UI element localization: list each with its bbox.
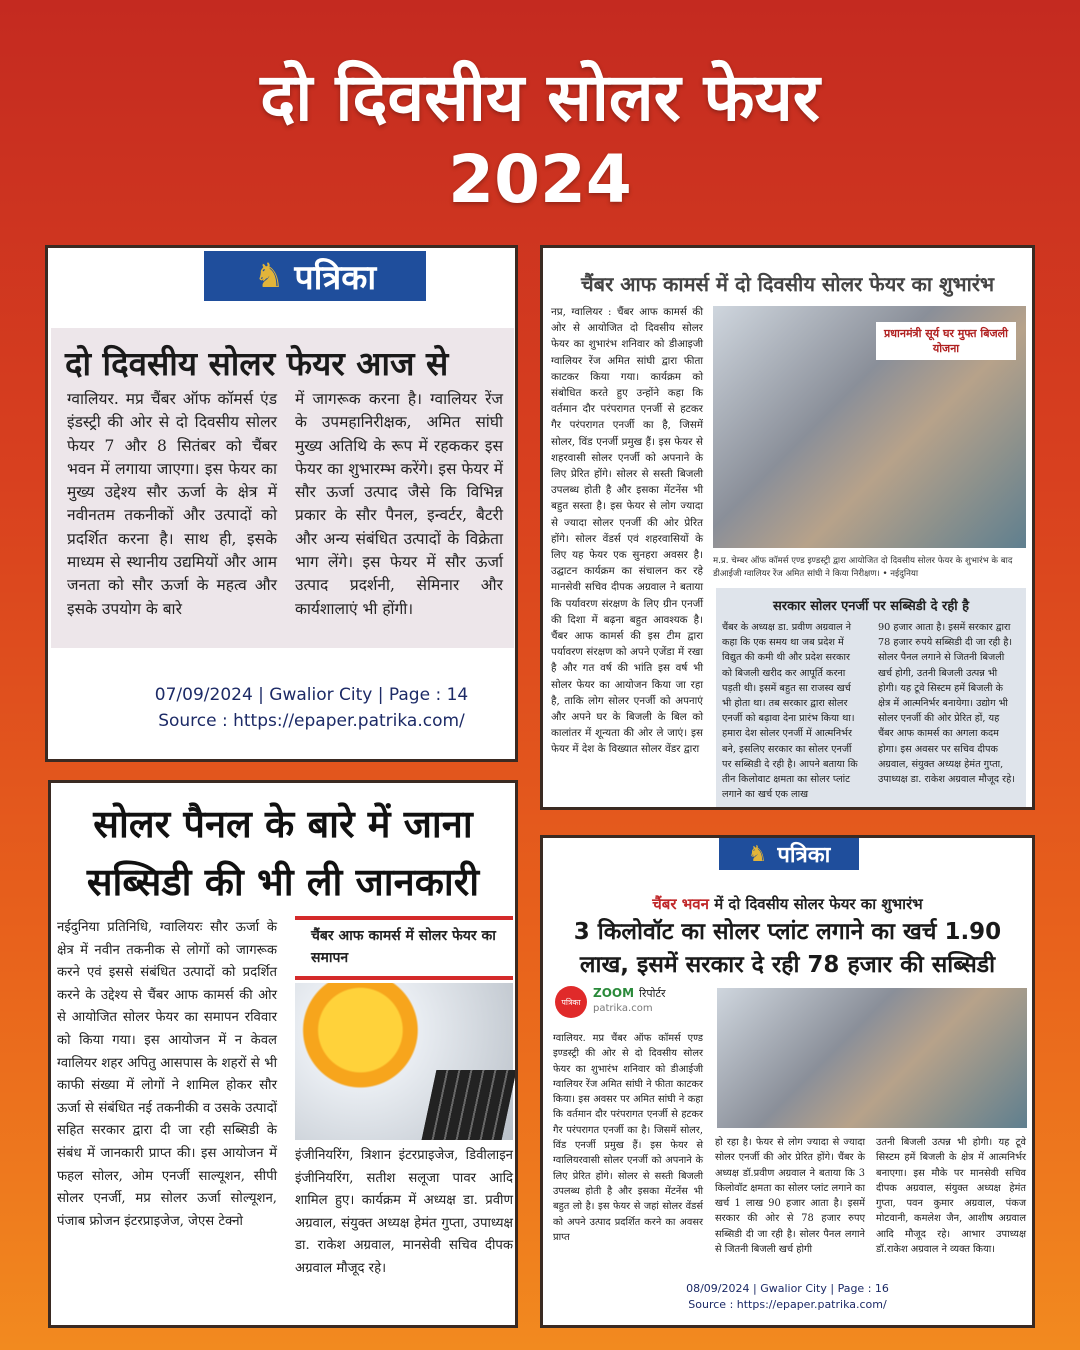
- footer-date: 07/09/2024 | Gwalior City | Page : 14: [154, 685, 469, 705]
- event-photo: [713, 306, 1026, 548]
- article-col-1: ग्वालियर. मप्र चैंबर ऑफ कॉमर्स एण्ड इण्डस्ट्री की ओर से दो दिवसीय सोलर फेयर का शुभारंभ शनिवार को डीआईजी ग्वालियर रेंज अमित सांघी ने फीता काटकर किया। इस अवसर पर अमित सांघी ने कहा कि वर्तमान दौर परंपरागत एनर्जी से हटकर गैर परंपरागत एनर्जी का है। जिसमें सोलर, विंड एनर्जी प्रमुख हैं। इस फेयर से ग्वालियरवासी सोलर एनर्जी को अपनाने के लिए प्रेरित होंगे। सोलर से सस्ती बिजली उपलब्ध होती है और इसका मेंटनेंस भी बहुत लो है। इस फेयर से जहां सोलर वेंडर्स को अपने उत्पाद प्रदर्शित करने का अवसर प्राप्त: [553, 1033, 703, 1243]
- headline: चैंबर आफ कामर्स में दो दिवसीय सोलर फेयर का शुभारंभ: [580, 272, 995, 296]
- article-col-1: ग्वालियर. मप्र चैंबर ऑफ कॉमर्स एंड इंडस्ट्री की ओर से दो दिवसीय सोलर फेयर 7 और 8 सितंबर को चैंबर भवन में लगाया जाएगा। इस फेयर का मुख्य उद्देश्य सौर ऊर्जा के क्षेत्र में नवीनतम तकनीकों और उत्पादों को प्रदर्शित करना है। साथ ही, इसके माध्यम से स्थानीय उद्यमियों और आम जनता को सौर ऊर्जा के महत्व और इसके उपयोग के बारे: [67, 390, 277, 618]
- clipping-naidunia-shubharambh: [540, 245, 1035, 810]
- footer-source: Source : https://epaper.patrika.com/: [158, 711, 465, 731]
- reporter-label: रिपोर्टर: [639, 987, 666, 1000]
- article-col-1: नईदुनिया प्रतिनिधि, ग्वालियरः सौर ऊर्जा के क्षेत्र में नवीन तकनीक से लोगों को जागरूक करने एवं इससे संबंधित उत्पादों को प्रदर्शित करने के उद्देश्य से चैंबर आफ कामर्स की ओर से आयोजित सोलर फेयर का समापन रविवार को किया गया। इस आयोजन में न केवल ग्वालियर शहर अपितु आसपास के शहरों से भी काफी संख्या में लोगों ने शामिल होकर सौर ऊर्जा से संबंधित नई तकनीकी व उसके उत्पादों सहित सरकार द्वारा दी जा रही सब्सिडी के संबंध में जानकारी प्राप्त की। इस आयोजन में फहल सोलर, ओम एनर्जी साल्यूशन, सीपी सोलर एनर्जी, मप्र सोलर ऊर्जा सोल्यूशन, पंजाब फ्रोजन इंटरप्राइजेज, जेएस टेक्नो: [57, 920, 277, 1229]
- article-col-2: में जागरूक करना है। ग्वालियर रेंज के उपमहानिरीक्षक, अमित सांघी मुख्य अतिथि के रूप में रहककर इस फेयर का शुभारम्भ करेंगे। इस फेयर में सौर ऊर्जा उत्पाद जैसे कि विभिन्न प्रकार के सौर पैनल, इन्वर्टर, बैटरी और अन्य संबंधित उत्पादों के विक्रेता भाग लेंगे। इस फेयर में सौर ऊर्जा उत्पाद प्रदर्शनी, सेमिनार और कार्यशालाएं भी होंगी।: [295, 390, 503, 618]
- article-col-2: हो रहा है। फेयर से लोग ज्यादा से ज्यादा सोलर एनर्जी की ओर प्रेरित होंगे। चैंबर के अध्यक्ष डॉ.प्रवीण अग्रवाल ने बताया कि 3 किलोवॉट क्षमता का सोलर प्लांट लगाने का खर्च 1 लाख 90 हजार आता है। इसमें सरकार की ओर से 78 हजार रुपए सब्सिडी दी जा रही है। सोलर पैनल लगाने से जितनी बिजली खर्च होगी: [715, 1137, 865, 1256]
- page-title-year: 2024: [448, 141, 632, 218]
- box-heading: सरकार सोलर एनर्जी पर सब्सिडी दे रही है: [772, 599, 970, 614]
- patrika-logo: [719, 838, 859, 870]
- event-photo: [717, 988, 1027, 1128]
- clipping-patrika-0709: [45, 245, 518, 762]
- photo-banner: प्रधानमंत्री सूर्य घर मुफ्त बिजली योजना: [876, 322, 1016, 360]
- patrika-logo: [204, 251, 426, 301]
- lion-emblem-icon: ♞: [253, 256, 285, 296]
- footer-date: 08/09/2024 | Gwalior City | Page : 16: [686, 1282, 889, 1295]
- red-rule-top: [295, 916, 513, 920]
- article-box: [51, 328, 514, 648]
- red-rule-bottom: [295, 976, 513, 980]
- headline: 3 किलोवॉट का सोलर प्लांट लगाने का खर्च 1.90 लाख, इसमें सरकार दे रही 78 हजार की सब्सिडी: [573, 919, 1002, 978]
- headline: दो दिवसीय सोलर फेयर आज से: [65, 344, 449, 383]
- logo-text: पत्रिका: [777, 843, 831, 868]
- clipping-patrika-0809: [540, 835, 1035, 1328]
- reporter-badge: [555, 986, 700, 1022]
- zoom-label: ZOOM: [593, 986, 635, 1000]
- site-label: patrika.com: [593, 1003, 653, 1014]
- article-col-1: नप्र, ग्वालियर : चैंबर आफ कामर्स की ओर से आयोजित दो दिवसीय सोलर फेयर का शुभारंभ शनिवार को डीआइजी ग्वालियर रेंज अमित सांघी द्वारा फीता काटकर किया गया। कार्यक्रम को संबोधित करते हुए उन्होंने कहा कि वर्तमान दौर परंपरागत एनर्जी से हटकर गैर परंपरागत एनर्जी का है, जिसमें सोलर, विंड एनर्जी प्रमुख हैं। इस फेयर से शहरवासी सोलर एनर्जी को अपनाने के लिए प्रेरित होंगे। सोलर से सस्ती बिजली उपलब्ध होती है और इसका मेंटनेंस भी बहुत सस्ता है। इस फेयर से लोग ज्यादा से ज्यादा सोलर एनर्जी की ओर प्रेरित होंगे। सोलर वेंडर्स एवं शहरवासियों के लिए यह फेयर एक सुनहरा अवसर है। उद्घाटन कार्यक्रम का संचालन कर रहे मानसेवी सचिव दीपक अग्रवाल ने बताया कि पर्यावरण संरक्षण के लिए ग्रीन एनर्जी की दिशा में बढ़ना बहुत आवश्यक है। चैंबर आफ कामर्स की इस टीम द्वारा पर्यावरण संरक्षण को अपने एजेंडा में रखा है और गत वर्ष की भांति इस वर्ष भी सोलर फेयर का आयोजन किया जा रहा है, ताकि लोग सोलर एनर्जी को अपनाएं और अपने घर के बिजली के बिल को कालांतर में शून्यता की ओर ले जाएं। इस फेयर में देश के विख्यात सोलर वेंडर द्वारा: [551, 306, 703, 756]
- footer-source: Source : https://epaper.patrika.com/: [688, 1298, 887, 1311]
- solar-panel-icon: [422, 1070, 517, 1140]
- article-col-3: उतनी बिजली उत्पन्न भी होगी। यह टूवे सिस्टम हमें बिजली के क्षेत्र में आत्मनिर्भर बनाएगा। इस मौके पर मानसेवी सचिव दीपक अग्रवाल, संयुक्त अध्यक्ष हेमंत गुप्ता, पवन कुमार अग्रवाल, पंकज मोटवानी, कमलेश जैन, आशीष अग्रवाल आदि मौजूद रहे। आभार उपाध्यक्ष डॉ.राकेश अग्रवाल ने व्यक्त किया।: [876, 1137, 1026, 1256]
- headline-line1: सोलर पैनल के बारे में जाना: [93, 802, 473, 846]
- box-col-2: 90 हजार आता है। इसमें सरकार द्वारा 78 हजार रुपये सब्सिडी दी जा रही है। सोलर पैनल लगाने से जितनी बिजली खर्च होगी, उतनी बिजली उत्पन्न भी होगी। यह टूवे सिस्टम हमें बिजली के क्षेत्र में आत्मनिर्भर बनायेगा। उद्योग भी सोलर एनर्जी की ओर प्रेरित हों, यह चैंबर आफ कामर्स का अगला कदम होगा। इस अवसर पर सचिव दीपक अग्रवाल, संयुक्त अध्यक्ष हेमंत गुप्ता, उपाध्यक्ष डा. राकेश अग्रवाल मौजूद रहे।: [878, 622, 1015, 786]
- kicker-text: में दो दिवसीय सोलर फेयर का शुभारंभ: [714, 895, 923, 913]
- kicker: [543, 894, 1032, 914]
- sidebar-bullet: चैंबर आफ कामर्स में सोलर फेयर का समापन: [311, 928, 496, 966]
- article-col-2: इंजीनियरिंग, त्रिशान इंटरप्राइजेज, डिवीलाइन इंजीनियरिंग, सतीश सलूजा पावर आदि शामिल हुए। कार्यक्रम में अध्यक्ष डा. प्रवीण अग्रवाल, संयुक्त अध्यक्ष हेमंत गुप्ता, उपाध्यक्ष डा. राकेश अग्रवाल, मानसेवी सचिव दीपक अग्रवाल मौजूद रहे।: [295, 1148, 513, 1276]
- photo-caption: म.प्र. चेम्बर ऑफ कॉमर्स एण्ड इण्डस्ट्री द्वारा आयोजित दो दिवसीय सोलर फेयर के शुभारंभ के बाद डीआईजी ग्वालियर रेंज अमित सांघी ने किया निरीक्षण। • नईदुनिया: [713, 556, 1013, 579]
- page-title-line1: दो दिवसीय सोलर फेयर: [260, 59, 820, 136]
- clipping-naidunia-samapan: [48, 780, 518, 1328]
- box-col-1: चैंबर के अध्यक्ष डा. प्रवीण अग्रवाल ने कहा कि एक समय था जब प्रदेश में विद्युत की कमी थी और प्रदेश सरकार को बिजली खरीद कर आपूर्ति करना पड़ती थी। इसमें बहुत सा राजस्व खर्च भी होता था। तब सरकार द्वारा सोलर एनर्जी को बढ़ावा देना प्रारंभ किया था। हमारा देश सोलर एनर्जी में आत्मनिर्भर बने, इसलिए सरकार का सोलर एनर्जी पर सब्सिडी दे रही है। आपने बताया कि तीन किलोवाट क्षमता का सोलर प्लांट लगाने का खर्च एक लाख: [722, 622, 858, 801]
- subsidy-box: [716, 588, 1026, 810]
- logo-text: पत्रिका: [294, 258, 377, 298]
- kicker-red: चैंबर भवन: [652, 895, 709, 913]
- sun-solar-panel-illustration: [295, 983, 513, 1140]
- lion-emblem-icon: ♞: [747, 841, 768, 867]
- headline-line2: सब्सिडी की भी ली जानकारी: [86, 860, 480, 904]
- patrika-badge-icon: पत्रिका: [555, 986, 587, 1018]
